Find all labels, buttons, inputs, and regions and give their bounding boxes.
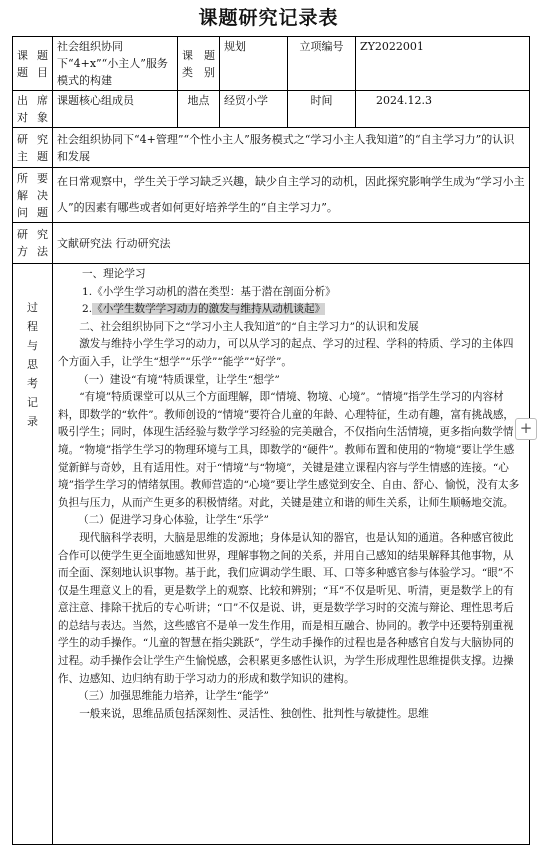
highlighted-reference[interactable]: 《小学生数学学习动力的激发与维持从动机谈起》: [92, 303, 326, 316]
paragraph-youjing: “有境”特质课堂可以从三个方面理解，即“情境、物境、心境”。“情境”指学生学习的内容材料，即数学的“软件”。教师创设的“情境”要符合儿童的年龄、心理特征，生动有趣，富有挑战感，吸引学生；同时，体现生活经验与数学学习经验的完美融合，不仅指向生活情境，更多指向数学情境。“物境”指学生学习的物理环境与工具，即数学的“硬件”。教师布置和使用的“物境”要让学生感觉新鲜与奇妙，且有适用性。对于“情境”与“物境”，关键是建立课程内容与学生情感的连接。“心境”指学生学习的情绪氛围。教师营造的“心境”要让学生感觉到安全、自由、舒心、愉悦，没有太多负担与压力，从而产生更多的积极情绪。对此，关键是建立和谐的师生关系，让师生顺畅地交流。: [58, 391, 520, 509]
project-number-value: ZY2022001: [356, 37, 530, 91]
process-label: [13, 264, 53, 845]
heading-section-2: 二、社会组织协同下之“学习小主人我知道”的“自主学习力”的认识和发展: [79, 320, 419, 333]
row-problem: [13, 168, 530, 223]
process-label-char: 考: [27, 377, 38, 390]
row-research-topic: [13, 128, 530, 168]
topic-label: 课 题 题目: [13, 37, 53, 91]
row-method: [13, 223, 530, 264]
method-value: 文献研究法 行动研究法: [53, 223, 530, 264]
category-label: 课 题 类别: [178, 37, 220, 91]
reference-2: [58, 301, 524, 319]
problem-value: 在日常观察中，学生关于学习缺乏兴趣，缺少自主学习的动机，因此探究影响学生成为“学习小主人”的因素有哪些或者如何更好培养学生的“自主学习力”。: [53, 168, 530, 223]
subheading-3: （三）加强思维能力培养，让学生“能学”: [78, 690, 269, 703]
process-label-char: 思: [27, 358, 38, 371]
problem-label: 所 要 解 决 问题: [13, 168, 53, 223]
reference-2-number: 2.: [82, 303, 93, 316]
research-record-table: [12, 36, 530, 845]
reference-1: 1.《小学生学习动机的潜在类型：基于潜在剖面分析》: [82, 285, 336, 298]
add-icon[interactable]: +: [515, 418, 537, 440]
category-value: 规划: [220, 37, 288, 91]
page-title: 课题研究记录表: [198, 7, 339, 29]
row-process: [13, 264, 530, 845]
process-content: [53, 264, 530, 845]
process-label-char: 录: [27, 415, 38, 428]
process-label-char: 过: [27, 301, 38, 314]
process-label-char: 记: [27, 396, 38, 409]
process-text-clip: [58, 266, 524, 844]
project-number-label: 立项编号: [288, 37, 356, 91]
research-topic-label: 研 究 主题: [13, 128, 53, 168]
paragraph-thinking: 一般来说，思维品质包括深刻性、灵活性、独创性、批判性与敏捷性。思维: [79, 707, 429, 720]
row-topic: [13, 37, 530, 91]
row-attendees: [13, 91, 530, 128]
place-value: 经贸小学: [220, 91, 288, 128]
research-topic-value: 社会组织协同下“4+管理”“个性小主人”服务模式之“学习小主人我知道”的“自主学习力”的认识和发展: [53, 128, 530, 168]
time-value: 2024.12.3: [356, 91, 530, 128]
time-label: 时间: [288, 91, 356, 128]
attendees-label: 出 席 对象: [13, 91, 53, 128]
subheading-1: （一）建设“有境”特质课堂，让学生“想学”: [78, 373, 280, 386]
paragraph-intro: 激发与维持小学生学习的动力，可以从学习的起点、学习的过程、学科的特质、学习的主体四个方面入手，让学生“想学”“乐学”“能学”“好学”。: [58, 338, 514, 368]
subheading-2: （二）促进学习身心体验，让学生“乐学”: [78, 514, 269, 527]
heading-theory: 一、理论学习: [82, 268, 146, 280]
process-label-char: 程: [27, 320, 38, 333]
method-label: 研 究 方法: [13, 223, 53, 264]
attendees-value: 课题核心组成员: [53, 91, 178, 128]
place-label: 地点: [178, 91, 220, 128]
paragraph-brain-science: 现代脑科学表明，大脑是思维的发源地；身体是认知的器官，也是认知的通道。各种感官彼此合作可以使学生更全面地感知世界，理解事物之间的关系，并用自己感知的结果解释其他事物，从而全面、深刻地认识事物。基于此，我们应调动学生眼、耳、口等多种感官参与体验学习。“眼”不仅是生理意义上的看，更是数学上的观察、比较和辨别；“耳”不仅是听见、听清，更是数学上的有意注意、排除干扰后的专心听讲；“口”不仅是说、讲，更是数学学习时的交流与辩论、理性思考后的总结与表达。当然，这些感官不是单一发生作用，而是相互融合、协同的。教学中还要特别重视学生的动手操作。“儿童的智慧在指尖跳跃”，学生动手操作的过程也是各种感官自发与大脑协同的过程。动手操作会让学生产生愉悦感，会积累更多感性认识，为学生形成理性思维提供支撑。边操作、边感知、边归纳有助于学习动力的形成和数学知识的建构。: [58, 531, 514, 685]
topic-value: 社会组织协同下“4+x”“小主人”服务模式的构建: [53, 37, 178, 91]
process-label-char: 与: [27, 339, 38, 352]
